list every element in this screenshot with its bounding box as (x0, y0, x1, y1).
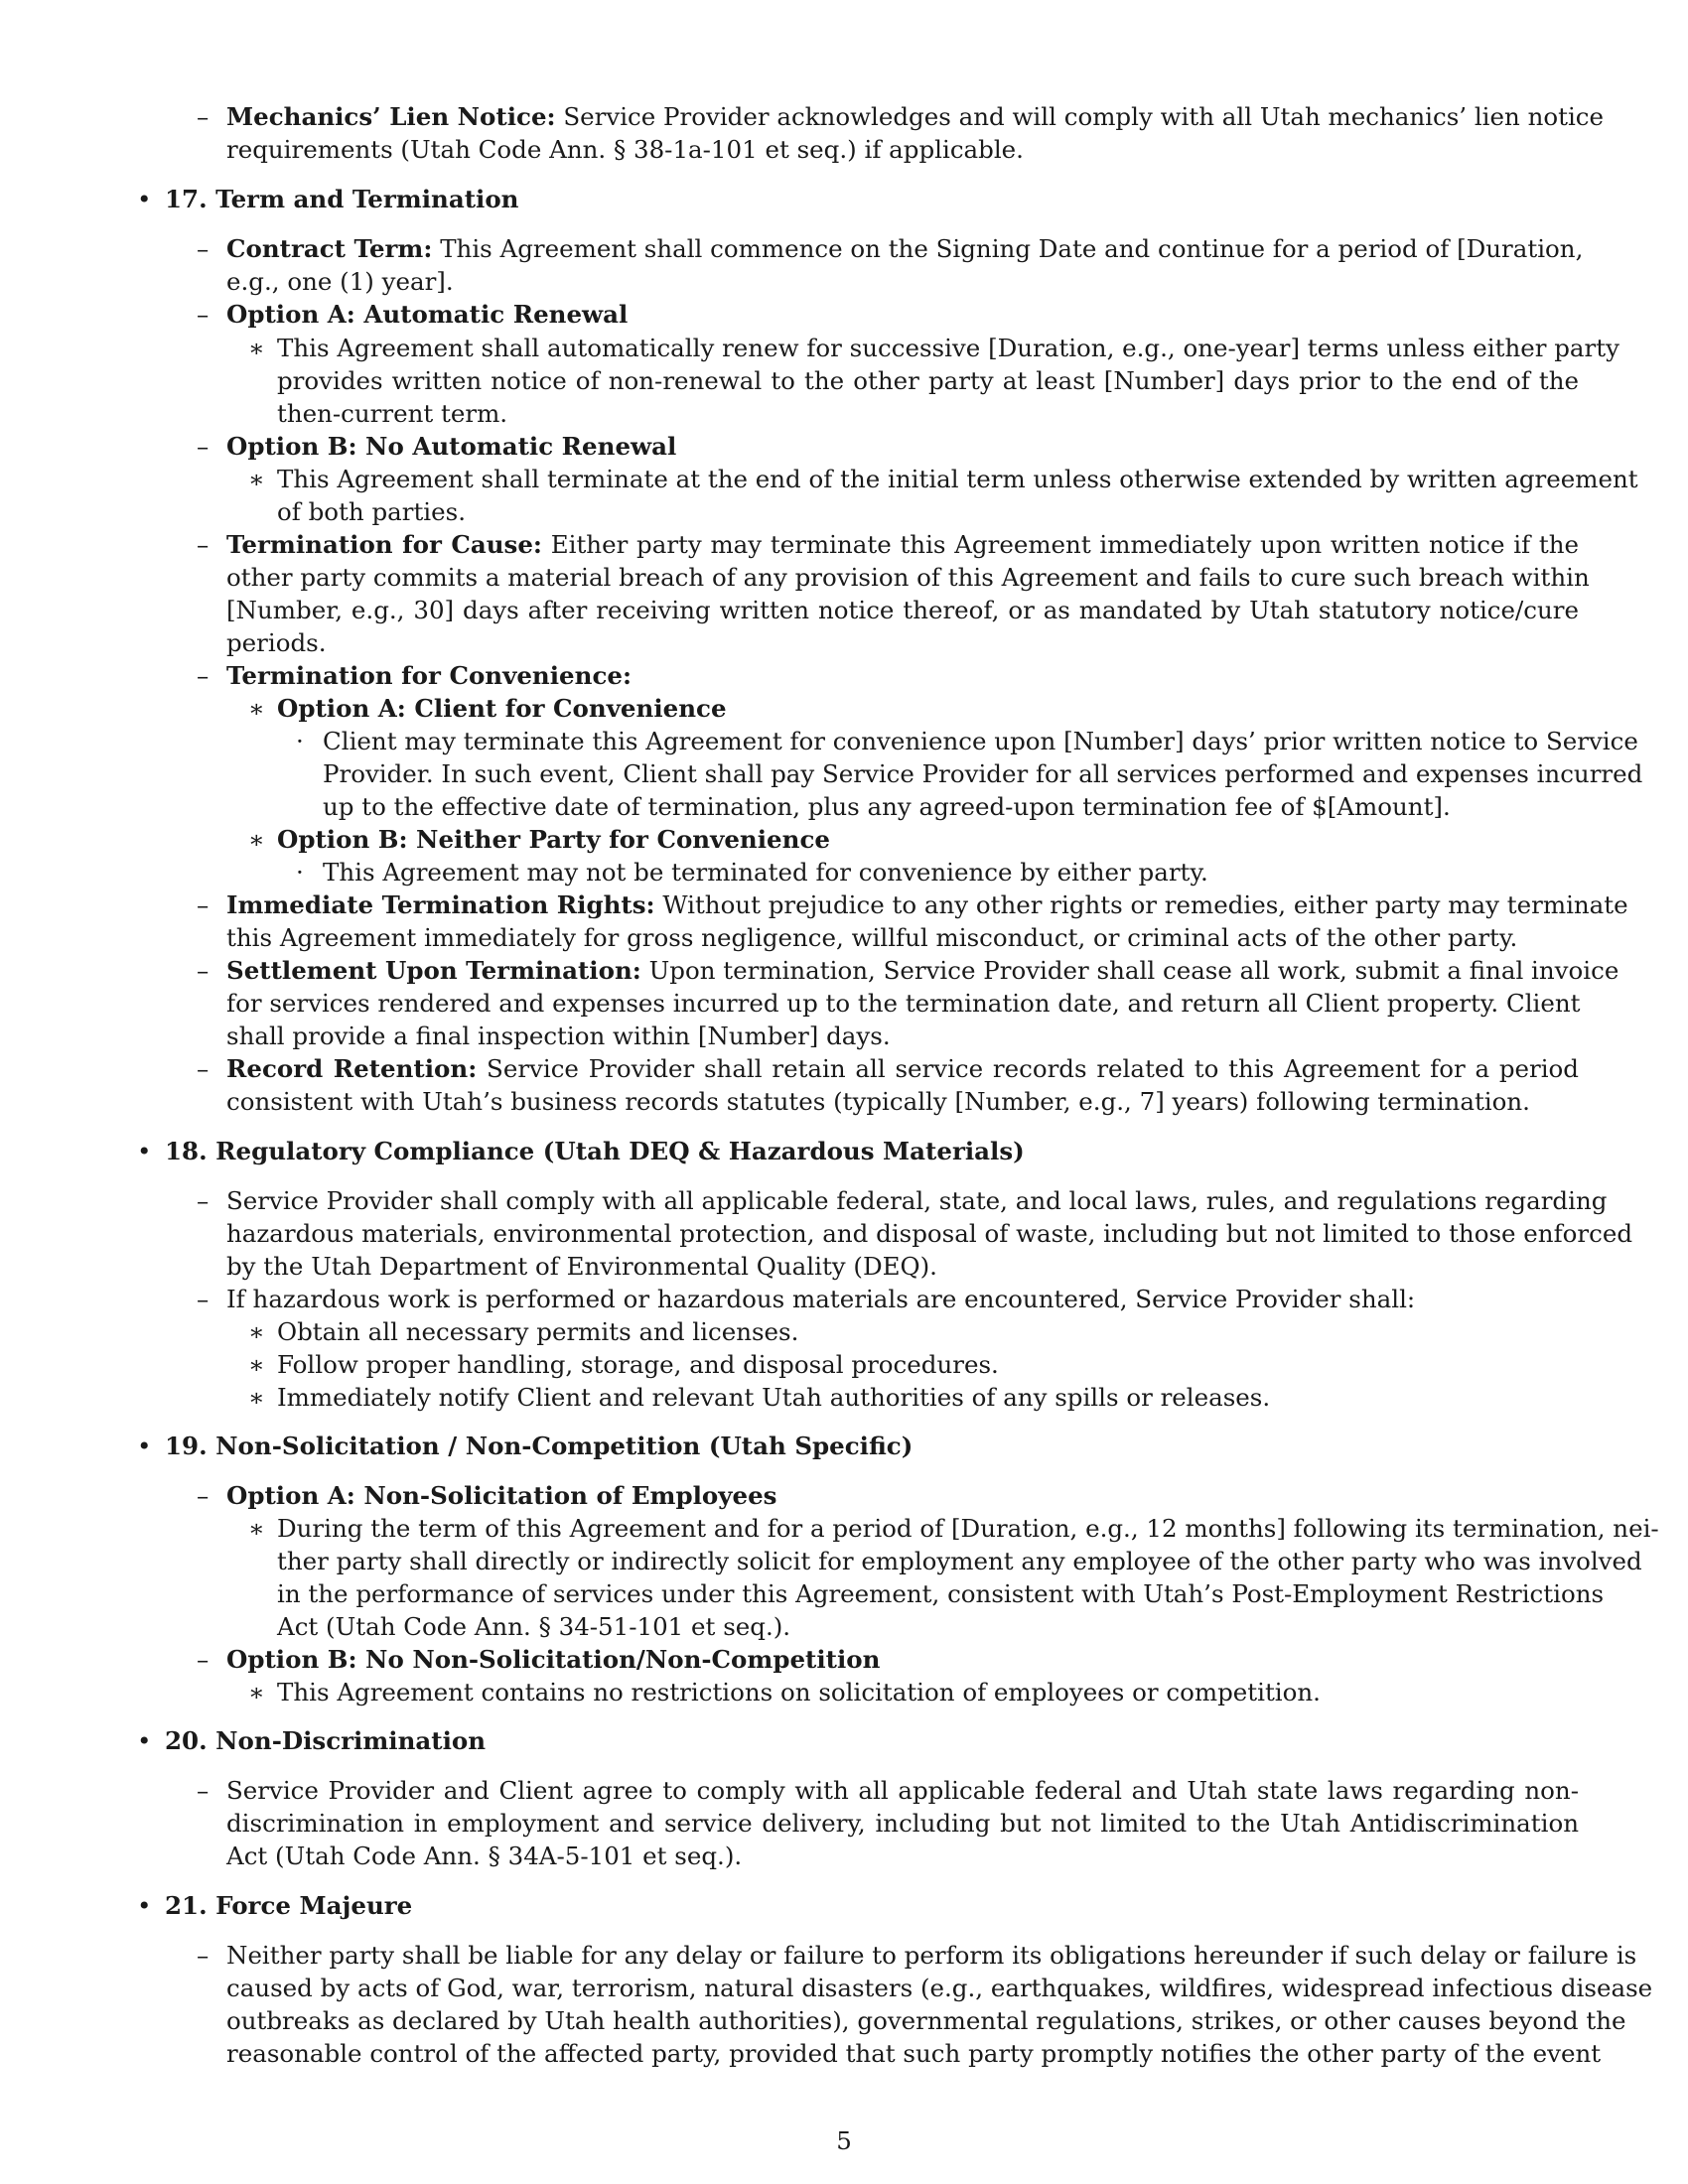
section-21-heading: 21. Force Majeure (165, 1891, 413, 1920)
settlement-line-3: shall provide a final inspection within [Number] days. (226, 1022, 891, 1050)
termination-cause-line-3: [Number, e.g., 30] days after receiving written notice thereof, or as mandated by Utah statutory notice/cure (226, 596, 1579, 624)
asterisk-marker: ∗ (248, 825, 265, 854)
termination-cause-line-2: other party commits a material breach of any provision of this Agreement and fails to cure such breach within (226, 563, 1590, 592)
dash-marker: – (197, 300, 210, 329)
dash-marker: – (197, 890, 210, 919)
nondiscrimination-line-1: Service Provider and Client agree to comply with all applicable federal and Utah state laws regarding non- (226, 1776, 1579, 1805)
section-20-heading: 20. Non-Discrimination (165, 1726, 487, 1755)
dot-marker: · (296, 858, 304, 887)
conv-option-a-line-3: up to the effective date of termination, plus any agreed-upon termination fee of $[Amount]. (323, 792, 1451, 821)
record-retention-line-1: Record Retention: Service Provider shall retain all service records related to this Agreement for a period (226, 1054, 1579, 1083)
mechanics-lien-line-2: requirements (Utah Code Ann. § 38-1a-101 et seq.) if applicable. (226, 135, 1024, 164)
section-17-heading: 17. Term and Termination (165, 185, 519, 213)
dot-marker: · (296, 727, 304, 755)
nondiscrimination-line-2: discrimination in employment and service delivery, including but not limited to the Utah Antidiscrimination (226, 1809, 1579, 1838)
dash-marker: – (197, 1054, 210, 1083)
dash-marker: – (197, 432, 210, 461)
hazardous-work-intro: If hazardous work is performed or hazardous materials are encountered, Service Provider shall: (226, 1285, 1416, 1313)
record-retention-line-2: consistent with Utah’s business records statutes (typically [Number, e.g., 7] years) following termination. (226, 1087, 1530, 1116)
asterisk-marker: ∗ (248, 1350, 265, 1379)
force-majeure-line-3: outbreaks as declared by Utah health authorities), governmental regulations, strikes, or other causes beyond the (226, 2006, 1626, 2035)
dash-marker: – (197, 661, 210, 690)
dash-marker: – (197, 1941, 210, 1970)
conv-option-a-title: Option A: Client for Convenience (277, 694, 727, 723)
dash-marker: – (197, 1285, 210, 1313)
regulatory-line-3: by the Utah Department of Environmental Quality (DEQ). (226, 1252, 937, 1281)
conv-option-a-line-1: Client may terminate this Agreement for convenience upon [Number] days’ prior written notice to Service (323, 727, 1638, 755)
dash-marker: – (197, 1481, 210, 1510)
conv-option-b-line-1: This Agreement may not be terminated for convenience by either party. (323, 858, 1208, 887)
hazardous-item-2: Follow proper handling, storage, and disposal procedures. (277, 1350, 999, 1379)
force-majeure-line-2: caused by acts of God, war, terrorism, natural disasters (e.g., earthquakes, wildfires, widespread infectious disease (226, 1974, 1653, 2002)
section-18-heading: 18. Regulatory Compliance (Utah DEQ & Hazardous Materials) (165, 1137, 1025, 1165)
option-a-auto-renewal-title: Option A: Automatic Renewal (226, 300, 629, 329)
asterisk-marker: ∗ (248, 1678, 265, 1706)
settlement-line-2: for services rendered and expenses incurred up to the termination date, and return all Client property. Client (226, 989, 1581, 1018)
termination-convenience-title: Termination for Convenience: (226, 661, 633, 690)
nonsolicit-option-a-title: Option A: Non-Solicitation of Employees (226, 1481, 777, 1510)
bullet-marker: • (137, 1432, 152, 1460)
immediate-termination-line-2: this Agreement immediately for gross negligence, willful misconduct, or criminal acts of the other party. (226, 923, 1518, 952)
option-a-line-2: provides written notice of non-renewal to the other party at least [Number] days prior to the end of the (277, 366, 1579, 395)
dash-marker: – (197, 1776, 210, 1805)
dash-marker: – (197, 956, 210, 985)
asterisk-marker: ∗ (248, 334, 265, 362)
hazardous-item-3: Immediately notify Client and relevant Utah authorities of any spills or releases. (277, 1383, 1271, 1412)
nonsolicit-option-b-title: Option B: No Non-Solicitation/Non-Competition (226, 1645, 881, 1674)
nondiscrimination-line-3: Act (Utah Code Ann. § 34A-5-101 et seq.). (226, 1842, 743, 1870)
dash-marker: – (197, 530, 210, 559)
contract-term-line-1: Contract Term: This Agreement shall commence on the Signing Date and continue for a period of [Duration, (226, 234, 1584, 263)
dash-marker: – (197, 1645, 210, 1674)
asterisk-marker: ∗ (248, 465, 265, 493)
option-b-no-renewal-title: Option B: No Automatic Renewal (226, 432, 677, 461)
regulatory-line-1: Service Provider shall comply with all applicable federal, state, and local laws, rules, and regulations regarding (226, 1186, 1608, 1215)
nonsolicit-option-a-line-4: Act (Utah Code Ann. § 34-51-101 et seq.). (277, 1612, 791, 1641)
nonsolicit-option-a-line-1: During the term of this Agreement and for a period of [Duration, e.g., 12 months] following its termination, nei- (277, 1514, 1659, 1543)
dash-marker: – (197, 1186, 210, 1215)
contract-term-line-2: e.g., one (1) year]. (226, 267, 454, 296)
option-b-line-1: This Agreement shall terminate at the end of the initial term unless otherwise extended by written agreement (277, 465, 1638, 493)
page-number: 5 (836, 2126, 852, 2155)
nonsolicit-option-a-line-3: in the performance of services under this Agreement, consistent with Utah’s Post-Employment Restrictions (277, 1579, 1605, 1608)
option-b-line-2: of both parties. (277, 497, 466, 526)
conv-option-a-line-2: Provider. In such event, Client shall pay Service Provider for all services performed and expenses incurred (323, 759, 1643, 788)
bullet-marker: • (137, 1137, 152, 1165)
regulatory-line-2: hazardous materials, environmental protection, and disposal of waste, including but not limited to those enforced (226, 1219, 1633, 1248)
bullet-marker: • (137, 1726, 152, 1755)
force-majeure-line-4: reasonable control of the affected party, provided that such party promptly notifies the other party of the event (226, 2039, 1602, 2068)
termination-cause-line-1: Termination for Cause: Either party may terminate this Agreement immediately upon written notice if the (226, 530, 1579, 559)
bullet-marker: • (137, 1891, 152, 1920)
option-a-line-1: This Agreement shall automatically renew for successive [Duration, e.g., one-year] terms unless either party (277, 334, 1619, 362)
dash-marker: – (197, 102, 210, 131)
conv-option-b-title: Option B: Neither Party for Convenience (277, 825, 830, 854)
immediate-termination-line-1: Immediate Termination Rights: Without prejudice to any other rights or remedies, either party may terminate (226, 890, 1628, 919)
mechanics-lien-line-1: Mechanics’ Lien Notice: Service Provider acknowledges and will comply with all Utah mechanics’ lien notice (226, 102, 1605, 131)
asterisk-marker: ∗ (248, 1514, 265, 1543)
asterisk-marker: ∗ (248, 1317, 265, 1346)
settlement-line-1: Settlement Upon Termination: Upon termination, Service Provider shall cease all work, submit a final invoice (226, 956, 1619, 985)
termination-cause-line-4: periods. (226, 628, 327, 657)
nonsolicit-option-b-line-1: This Agreement contains no restrictions on solicitation of employees or competition. (277, 1678, 1321, 1706)
hazardous-item-1: Obtain all necessary permits and licenses. (277, 1317, 799, 1346)
asterisk-marker: ∗ (248, 694, 265, 723)
option-a-line-3: then-current term. (277, 399, 508, 428)
nonsolicit-option-a-line-2: ther party shall directly or indirectly solicit for employment any employee of the other party who was involved (277, 1547, 1642, 1575)
section-19-heading: 19. Non-Solicitation / Non-Competition (Utah Specific) (165, 1432, 914, 1460)
bullet-marker: • (137, 185, 152, 213)
asterisk-marker: ∗ (248, 1383, 265, 1412)
dash-marker: – (197, 234, 210, 263)
force-majeure-line-1: Neither party shall be liable for any delay or failure to perform its obligations hereunder if such delay or failure is (226, 1941, 1637, 1970)
